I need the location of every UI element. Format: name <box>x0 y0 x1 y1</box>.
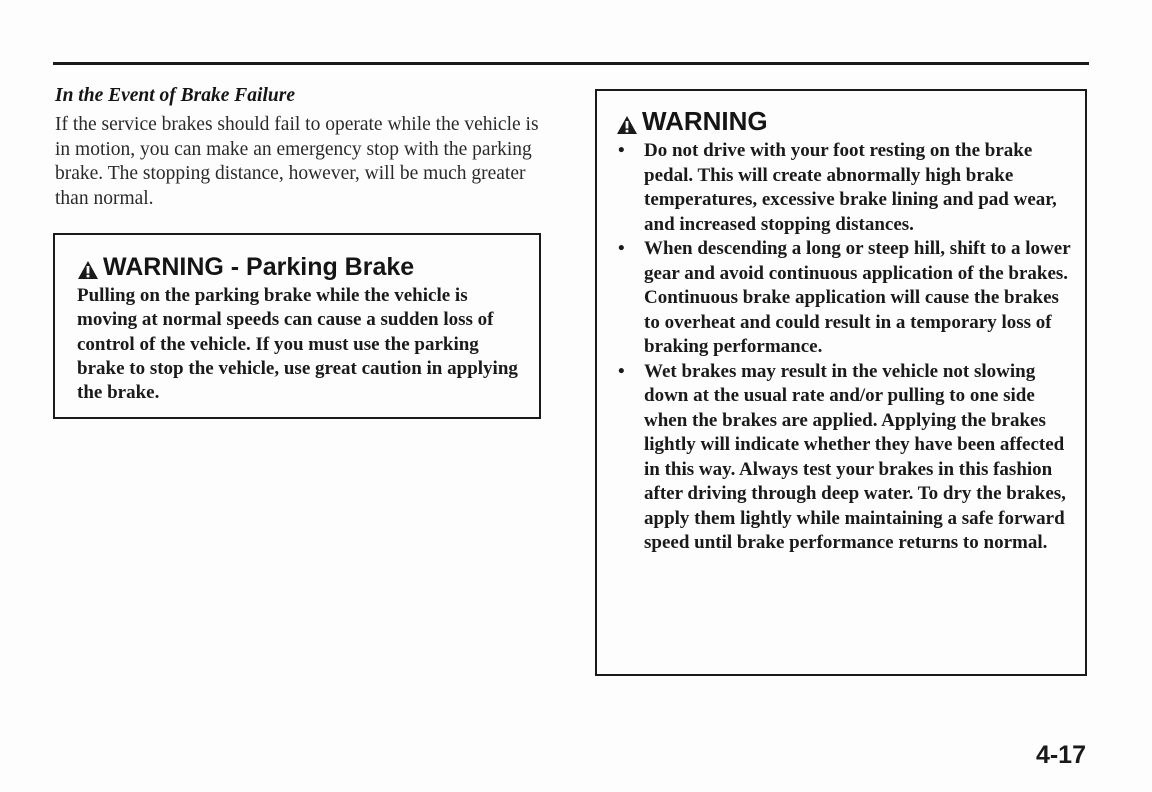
list-item <box>616 139 1073 237</box>
warning-bullet-list <box>616 139 1073 556</box>
page-number: 4-17 <box>1035 741 1086 769</box>
warning-text: Pulling on the parking brake while the vehicle is moving at normal speeds can cause a sudden loss of control of the vehicle. If you must use the parking brake to stop the vehicle, use great caution in applying the brake. <box>77 285 518 404</box>
warning-title: WARNING - Parking Brake <box>103 253 415 281</box>
bullet-marker: • <box>618 140 625 161</box>
warning-title: WARNING <box>642 106 768 136</box>
warning-triangle-icon <box>77 257 99 277</box>
bullet-marker: • <box>618 238 625 259</box>
general-brake-warning-box <box>595 89 1087 676</box>
list-item <box>616 237 1073 360</box>
section-heading: In the Event of Brake Failure <box>55 85 295 106</box>
section-paragraph: If the service brakes should fail to operate while the vehicle is in motion, you can make an emergency stop with the parking brake. The stopping distance, however, will be much greater than normal. <box>55 114 539 209</box>
list-item-text: Wet brakes may result in the vehicle not slowing down at the usual rate and/or pulling to one side when the brakes are applied. Applying the brakes lightly will indicate whether they have been affected in this way. Always test your brakes in this fashion after driving through deep water. To dry the brakes, apply them lightly while maintaining a safe forward speed until brake performance returns to normal. <box>644 360 1066 553</box>
warning-title-row <box>77 252 523 282</box>
top-rule <box>53 62 1089 65</box>
brake-failure-section <box>55 84 550 211</box>
list-item-text: When descending a long or steep hill, shift to a lower gear and avoid continuous application of the brakes. Continuous brake application will cause the brakes to overheat and could result in a temporary loss of braking performance. <box>644 238 1071 357</box>
warning-triangle-icon <box>616 111 638 131</box>
warning-title-row <box>616 106 1073 136</box>
list-item <box>616 360 1073 556</box>
list-item-text: Do not drive with your foot resting on the brake pedal. This will create abnormally high brake temperatures, excessive brake lining and pad wear, and increased stopping distances. <box>644 140 1057 235</box>
bullet-marker: • <box>618 360 625 382</box>
parking-brake-warning-box <box>53 233 541 419</box>
